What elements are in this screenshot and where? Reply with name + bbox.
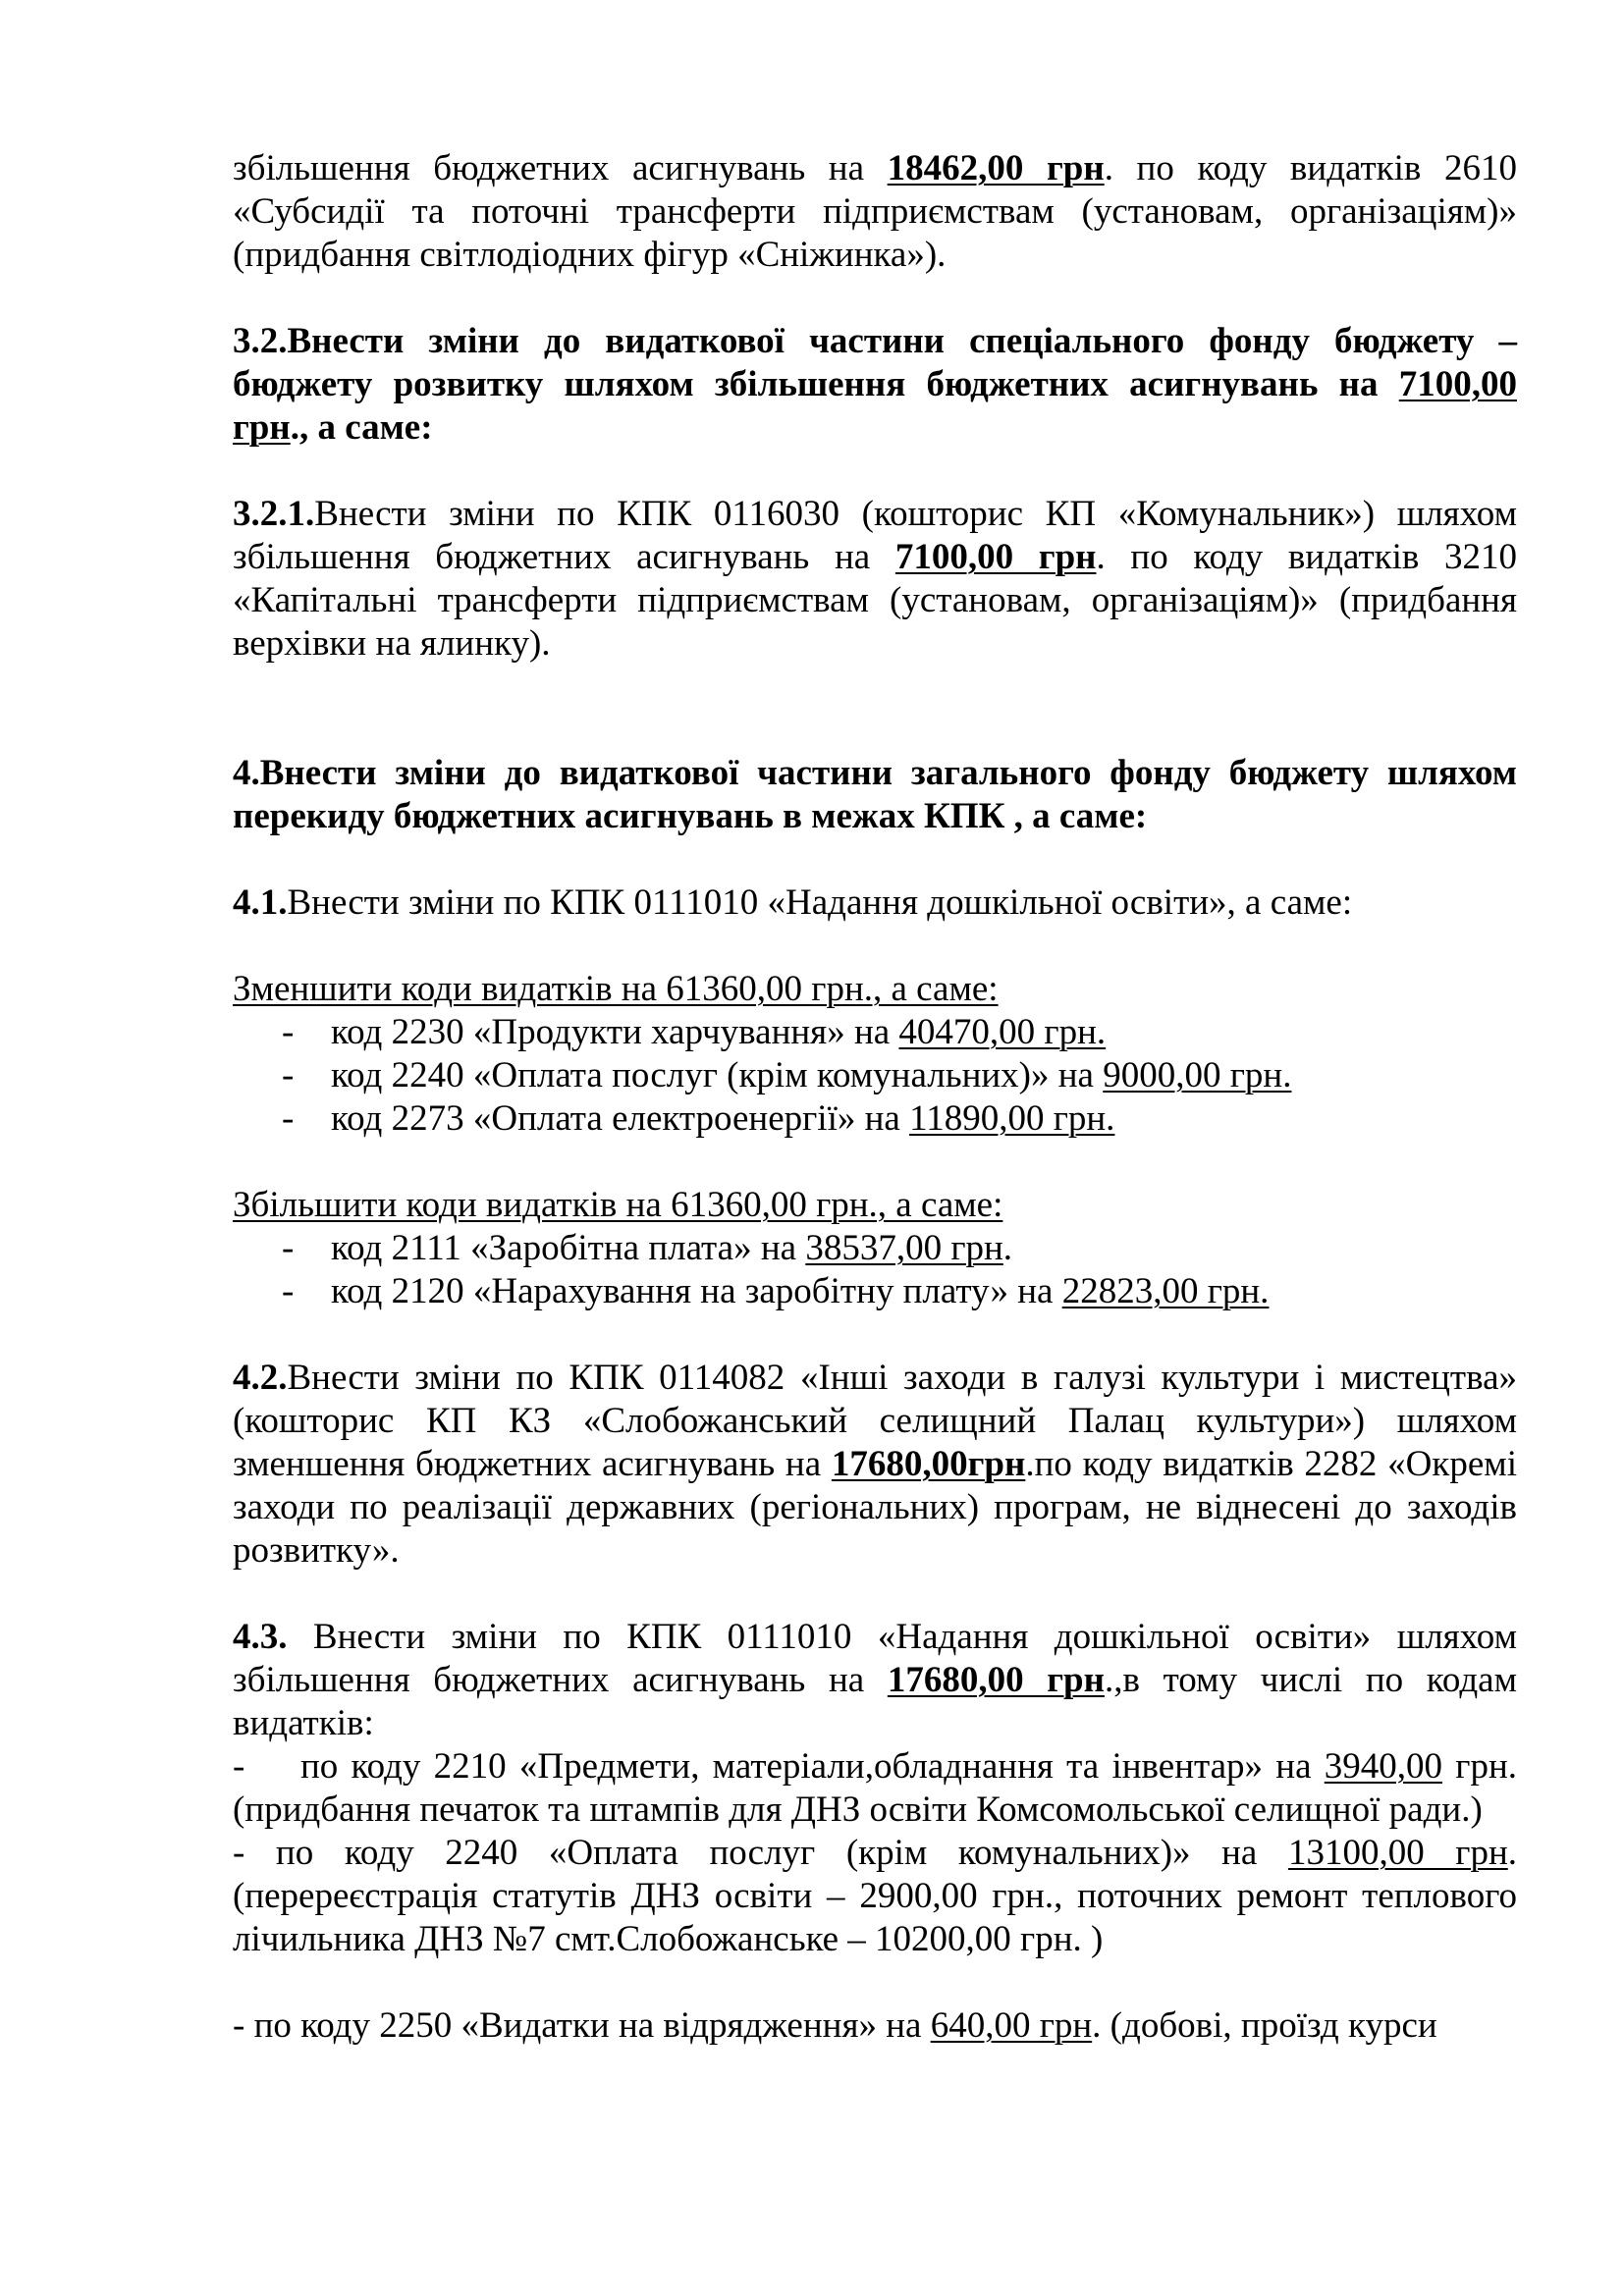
text: 3.2.Внести зміни до видаткової частини спеціального фонду бюджету – бюджету розвитку шляхом збільшення бюджетних асигнувань на: [233, 321, 1517, 404]
text: по коду 2240 «Оплата послуг (крім комунальних)» на: [244, 1833, 1288, 1873]
text: . (добові, проїзд курси: [1092, 2005, 1437, 2046]
amount: 17680,00грн: [831, 1444, 1026, 1484]
list-item: [233, 1745, 1517, 1832]
section-number: 4.3.: [233, 1617, 288, 1657]
section-4: 4.Внести зміни до видаткової частини загального фонду бюджету шляхом перекиду бюджетних асигнувань в межах КПК , а саме:: [233, 753, 1517, 836]
dash: -: [282, 1228, 295, 1268]
text: код 2230 «Продукти харчування» на: [331, 1012, 899, 1052]
section-4-2: [233, 1357, 1517, 1573]
list-item: [233, 2004, 1517, 2048]
amount: 9000,00 грн.: [1103, 1055, 1292, 1095]
list-item: [233, 1011, 1517, 1054]
decrease-heading: [233, 968, 1517, 1011]
dash: -: [282, 1012, 295, 1052]
text: збільшення бюджетних асигнувань на: [233, 148, 888, 188]
section-3-2: [233, 320, 1517, 450]
text: . по коду видатків 3210 «Капітальні трансферти підприємствам (установам, організаціям)» (придбання верхівки на ялинку).: [233, 537, 1518, 664]
text: код 2111 «Заробітна плата» на: [331, 1228, 806, 1268]
amount: 7100,00 грн: [233, 364, 1517, 448]
section-3-2-1: [233, 493, 1517, 666]
amount: 40470,00 грн.: [898, 1012, 1107, 1052]
dash: -: [233, 1833, 245, 1873]
text: код 2120 «Нарахування на заробітну плату» на: [331, 1271, 1062, 1311]
amount: 7100,00 грн: [894, 537, 1097, 577]
amount: 13100,00 грн: [1287, 1833, 1508, 1873]
document-page: [233, 147, 1517, 2048]
text: Внести зміни по КПК 0114082 «Інші заходи в галузі культури і мистецтва» (кошторис КП КЗ «Слобожанський селищний Палац культури») шляхом зменшення бюджетних асигнувань на: [233, 1358, 1517, 1484]
section-4-3: [233, 1616, 1517, 1745]
amount: 3940,00: [1324, 1746, 1443, 1787]
amount: 11890,00 грн.: [909, 1098, 1115, 1139]
text: . по коду видатків 2610 «Субсидії та поточні трансферти підприємствам (установам, організаціям)» (придбання світлодіодних фігур «Сніжинка»).: [233, 148, 1517, 275]
list-item: [233, 1832, 1517, 1961]
text: ., а саме:: [290, 407, 433, 448]
list-item: [233, 1270, 1517, 1313]
section-number: 4.1.: [233, 882, 288, 923]
paragraph-subsidies: [233, 147, 1517, 277]
text: Зменшити коди видатків на 61360,00 грн., а саме:: [233, 969, 999, 1009]
dash: -: [233, 2005, 245, 2046]
section-number: 3.2.1.: [233, 494, 315, 534]
text: Внести зміни по КПК 0111010 «Надання дошкільної освіти», а саме:: [287, 882, 1353, 923]
dash: -: [282, 1098, 295, 1139]
list-item: [233, 1227, 1517, 1270]
dash: -: [282, 1055, 295, 1095]
text: Внести зміни по КПК 0116030 (кошторис КП «Комунальник») шляхом збільшення бюджетних асигнувань на: [233, 494, 1517, 577]
amount: 640,00 грн: [930, 2005, 1093, 2046]
section-4-1: [233, 881, 1517, 925]
text: . (перереєстрація статутів ДНЗ освіти – 2900,00 грн., поточних ремонт теплового лічильника ДНЗ №7 смт.Слобожанське – 10200,00 грн. ): [233, 1833, 1518, 1959]
amount: 17680,00 грн: [887, 1660, 1105, 1700]
text: .: [1002, 1228, 1013, 1268]
dash: -: [282, 1271, 295, 1311]
amount: 18462,00 грн: [887, 148, 1105, 188]
text: по коду 2250 «Видатки на відрядження» на: [244, 2005, 931, 2046]
text: код 2273 «Оплата електроенергії» на: [331, 1098, 910, 1139]
text: по коду 2210 «Предмети, матеріали,обладнання та інвентар» на: [300, 1746, 1325, 1787]
dash: -: [233, 1746, 245, 1787]
text: Збільшити коди видатків на 61360,00 грн., а саме:: [233, 1185, 1003, 1225]
text: Внести зміни по КПК 0111010 «Надання дошкільної освіти» шляхом збільшення бюджетних асигнувань на: [233, 1617, 1517, 1700]
text: грн.(придбання печаток та штампів для ДНЗ освіти Комсомольської селищної ради.): [233, 1746, 1517, 1830]
amount: 38537,00 грн: [805, 1228, 1003, 1268]
text: .по коду видатків 2282 «Окремі заходи по реалізації державних (регіональних) програм, не віднесені до заходів розвитку».: [233, 1444, 1517, 1571]
list-item: [233, 1054, 1517, 1097]
increase-heading: [233, 1184, 1517, 1227]
text: .,в тому числі по кодам видатків:: [233, 1660, 1517, 1743]
text: код 2240 «Оплата послуг (крім комунальних)» на: [331, 1055, 1104, 1095]
section-number: 4.2.: [233, 1358, 288, 1398]
list-item: [233, 1097, 1517, 1141]
amount: 22823,00 грн.: [1061, 1271, 1270, 1311]
